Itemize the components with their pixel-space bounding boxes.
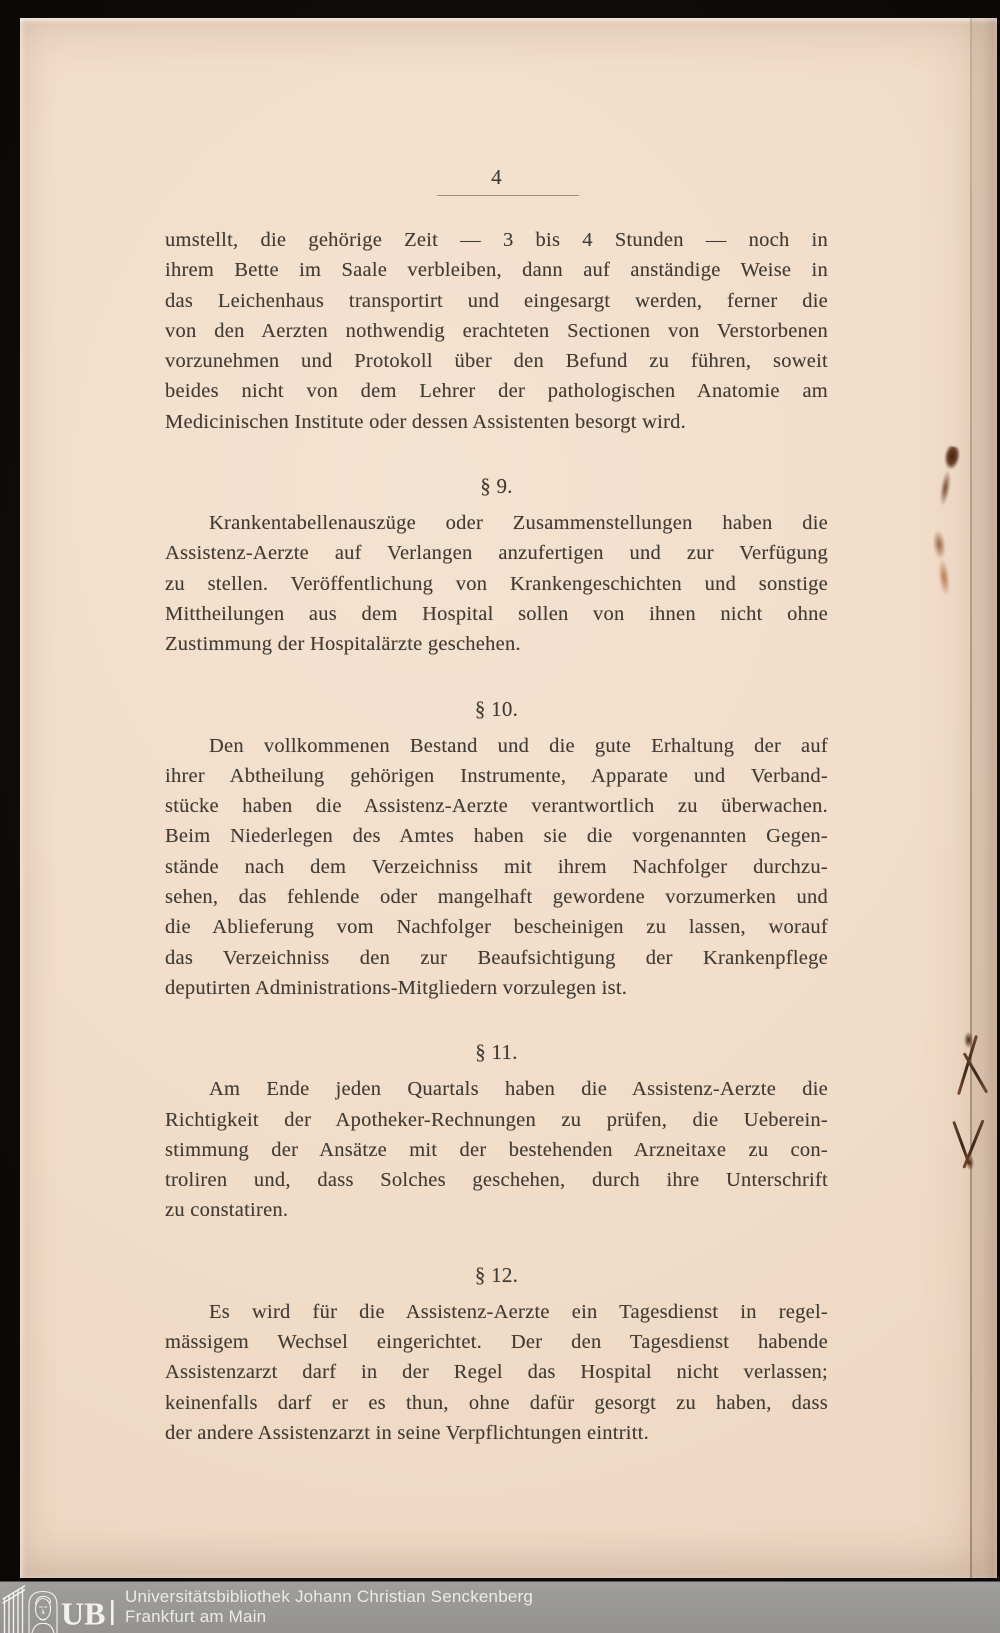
text-line: keinenfalls darf er es thun, ohne dafür gesorgt zu haben, dass — [165, 1391, 828, 1414]
page-body-text — [165, 225, 828, 1448]
page-number: 4 — [491, 165, 502, 189]
section — [165, 225, 828, 437]
text-line: sehen, das fehlende oder mangelhaft gewordene vorzumerken und — [165, 886, 828, 909]
library-attribution — [125, 1587, 533, 1627]
paragraph — [165, 1297, 828, 1448]
text-line: umstellt, die gehörige Zeit — 3 bis 4 Stunden — noch in — [165, 229, 828, 251]
text-line: stimmung der Ansätze mit der bestehenden Arzneitaxe zu con- — [165, 1138, 828, 1161]
text-line: Zustimmung der Hospitalärzte geschehen. — [165, 633, 521, 656]
text-line: ihrem Bette im Saale verbleiben, dann auf anständige Weise in — [165, 259, 828, 282]
section — [165, 1260, 828, 1448]
text-line: das Verzeichniss den zur Beaufsichtigung der Krankenpflege — [165, 946, 828, 969]
section — [165, 1037, 828, 1225]
library-city: Frankfurt am Main — [125, 1607, 267, 1626]
text-line: deputirten Administrations-Mitgliedern vorzulegen ist. — [165, 976, 628, 999]
text-line: troliren und, dass Solches geschehen, durch ihre Unterschrift — [165, 1169, 828, 1192]
book-spines-icon — [3, 1586, 25, 1633]
stain-dark-brown — [934, 445, 961, 509]
text-line: das Leichenhaus transportirt und eingesargt werden, ferner die — [165, 289, 828, 312]
scanned-page — [20, 18, 997, 1578]
ub-library-logo-icon — [2, 1582, 122, 1633]
paragraph — [165, 731, 828, 1004]
section-heading: § 12. — [474, 1262, 519, 1287]
text-line: Assistenzarzt darf in der Regel das Hospital nicht verlassen; — [165, 1361, 828, 1384]
ub-logo-text: UB — [61, 1595, 106, 1632]
stain-light-brown — [929, 529, 954, 597]
text-line: von den Aerzten nothwendig erachteten Sectionen von Verstorbenen — [165, 319, 828, 342]
text-line: zu stellen. Veröffentlichung von Krankengeschichten und sonstige — [165, 572, 828, 595]
text-line: Beim Niederlegen des Amtes haben sie die vorgenannten Gegen- — [165, 825, 828, 848]
text-line: ihrer Abtheilung gehörigen Instrumente, Apparate und Verband- — [165, 764, 828, 787]
text-line: Krankentabellenauszüge oder Zusammenstellungen haben die — [209, 512, 828, 535]
paragraph — [165, 1074, 828, 1225]
text-line: Am Ende jeden Quartals haben die Assistenz-Aerzte die — [209, 1078, 828, 1101]
page-edge-shadow — [972, 18, 997, 1578]
library-name: Universitätsbibliothek Johann Christian Senckenberg — [125, 1587, 534, 1606]
text-line: Es wird für die Assistenz-Aerzte ein Tagesdienst in regel- — [209, 1300, 828, 1323]
paragraph — [165, 225, 828, 437]
section — [165, 694, 828, 1004]
paragraph — [165, 508, 828, 659]
section-heading: § 10. — [474, 696, 519, 721]
text-line: die Ablieferung vom Nachfolger bescheinigen zu lassen, worauf — [165, 916, 828, 939]
senckenberg-portrait-icon — [29, 1592, 57, 1633]
logo-separator — [111, 1600, 114, 1625]
text-line: Assistenz-Aerzte auf Verlangen anzufertigen und zur Verfügung — [165, 542, 828, 565]
text-line: stände nach dem Verzeichniss mit ihrem Nachfolger durchzu- — [165, 855, 828, 878]
text-line: Richtigkeit der Apotheker-Rechnungen zu prüfen, die Ueberein- — [165, 1108, 828, 1131]
text-line: vorzunehmen und Protokoll über den Befund zu führen, soweit — [165, 350, 828, 373]
text-line: der andere Assistenzarzt in seine Verpflichtungen eintritt. — [165, 1421, 650, 1444]
text-line: Mittheilungen aus dem Hospital sollen von ihnen nicht ohne — [165, 602, 828, 625]
page-text-column — [165, 164, 828, 1448]
section-heading: § 9. — [480, 474, 513, 499]
text-line: zu constatiren. — [165, 1199, 289, 1222]
library-footer-bar — [0, 1581, 1000, 1633]
text-line: beides nicht von dem Lehrer der pathologischen Anatomie am — [165, 380, 828, 403]
text-line: Medicinischen Institute oder dessen Assistenten besorgt wird. — [165, 410, 687, 433]
text-line: stücke haben die Assistenz-Aerzte verantwortlich zu überwachen. — [165, 795, 828, 818]
text-line: mässigem Wechsel eingerichtet. Der den Tagesdienst habende — [165, 1331, 828, 1354]
section-heading: § 11. — [475, 1040, 518, 1065]
section — [165, 471, 828, 659]
text-line: Den vollkommenen Bestand und die gute Erhaltung der auf — [209, 734, 828, 757]
page-number-rule — [437, 195, 579, 196]
